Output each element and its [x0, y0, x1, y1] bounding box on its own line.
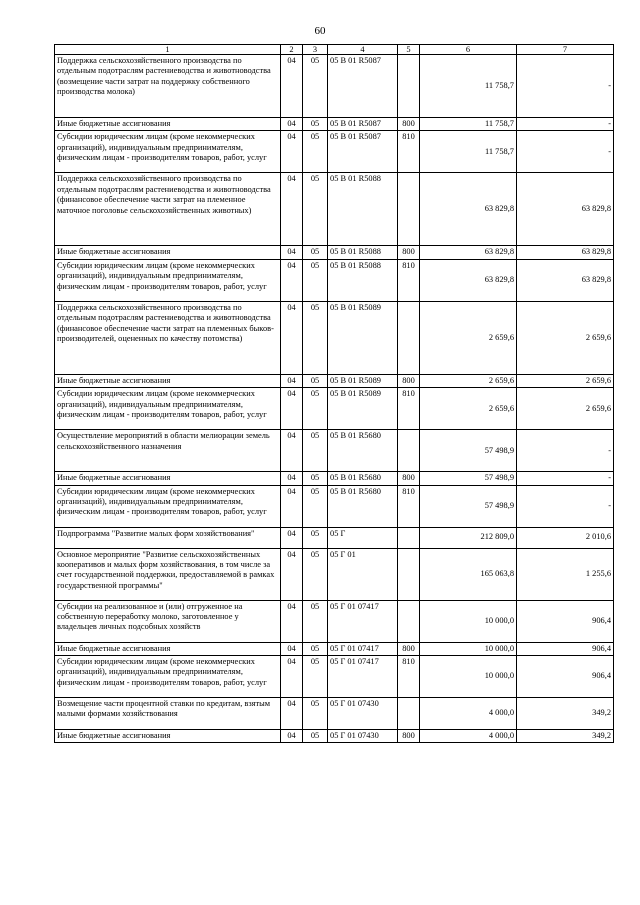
cell-c3: 05	[303, 246, 328, 259]
cell-name: Иные бюджетные ассигнования	[55, 246, 281, 259]
cell-name: Поддержка сельскохозяйственного производства по отдельным подотраслям растениеводства и животноводства (финансовое обеспечение части затрат на племенное маточное поголовье сельскохозяйственных животных)	[55, 173, 281, 246]
cell-name: Поддержка сельскохозяйственного производства по отдельным подотраслям растениеводства и животноводства (финансовое обеспечение части затрат на племенных быков-производителей, оцененных по качеству потомства)	[55, 301, 281, 374]
cell-c6: 4 000,0	[420, 698, 517, 730]
cell-c3: 05	[303, 656, 328, 698]
cell-c4: 05 Г 01 07417	[328, 642, 398, 655]
cell-c2: 04	[281, 698, 303, 730]
cell-c6: 2 659,6	[420, 301, 517, 374]
cell-c4: 05 Г 01 07430	[328, 730, 398, 743]
cell-name: Подпрограмма "Развитие малых форм хозяйствования"	[55, 527, 281, 548]
cell-c7: 906,4	[517, 642, 614, 655]
cell-c2: 04	[281, 730, 303, 743]
cell-c2: 04	[281, 374, 303, 387]
table-row	[55, 656, 614, 698]
cell-c5	[398, 55, 420, 118]
cell-c4: 05 В 01 R5680	[328, 430, 398, 472]
cell-c2: 04	[281, 118, 303, 131]
cell-c3: 05	[303, 374, 328, 387]
cell-c2: 04	[281, 259, 303, 301]
table-row	[55, 374, 614, 387]
cell-c6: 57 498,9	[420, 472, 517, 485]
cell-c3: 05	[303, 730, 328, 743]
cell-c4: 05 В 01 R5087	[328, 118, 398, 131]
cell-c7: 349,2	[517, 730, 614, 743]
cell-c4: 05 Г 01	[328, 548, 398, 600]
cell-c2: 04	[281, 55, 303, 118]
cell-c3: 05	[303, 698, 328, 730]
cell-c4: 05 Г 01 07430	[328, 698, 398, 730]
cell-c5	[398, 527, 420, 548]
table-row	[55, 730, 614, 743]
cell-c2: 04	[281, 430, 303, 472]
page-number: 60	[314, 25, 326, 37]
header-cell: 1	[55, 45, 281, 55]
cell-c4: 05 В 01 R5087	[328, 131, 398, 173]
cell-c2: 04	[281, 485, 303, 527]
cell-c2: 04	[281, 301, 303, 374]
cell-c6: 63 829,8	[420, 173, 517, 246]
cell-name: Возмещение части процентной ставки по кредитам, взятым малыми формами хозяйствования	[55, 698, 281, 730]
cell-c6: 2 659,6	[420, 374, 517, 387]
table-row	[55, 55, 614, 118]
cell-c7: 63 829,8	[517, 259, 614, 301]
cell-name: Субсидии юридическим лицам (кроме некоммерческих организаций), индивидуальным предпринимателям, физическим лицам - производителям товаров, работ, услуг	[55, 131, 281, 173]
cell-c3: 05	[303, 131, 328, 173]
header-cell: 3	[303, 45, 328, 55]
header-cell: 6	[420, 45, 517, 55]
table-row	[55, 485, 614, 527]
table-row	[55, 472, 614, 485]
cell-c4: 05 В 01 R5088	[328, 259, 398, 301]
cell-c3: 05	[303, 548, 328, 600]
cell-c7: 63 829,8	[517, 246, 614, 259]
cell-c7: 2 659,6	[517, 388, 614, 430]
header-cell: 7	[517, 45, 614, 55]
cell-name: Иные бюджетные ассигнования	[55, 374, 281, 387]
cell-c4: 05 Г	[328, 527, 398, 548]
cell-c7: -	[517, 430, 614, 472]
cell-c3: 05	[303, 118, 328, 131]
cell-c3: 05	[303, 388, 328, 430]
cell-name: Основное мероприятие "Развитие сельскохозяйственных кооперативов и малых форм хозяйствования, в том числе за счет государственной поддержки, предоставляемой в рамках государственной программы"	[55, 548, 281, 600]
cell-c6: 63 829,8	[420, 259, 517, 301]
cell-c7: -	[517, 472, 614, 485]
cell-c4: 05 В 01 R5088	[328, 246, 398, 259]
cell-c6: 57 498,9	[420, 430, 517, 472]
cell-c6: 10 000,0	[420, 656, 517, 698]
table-row	[55, 548, 614, 600]
cell-c6: 2 659,6	[420, 388, 517, 430]
cell-c3: 05	[303, 485, 328, 527]
cell-c5: 810	[398, 131, 420, 173]
cell-c3: 05	[303, 527, 328, 548]
cell-name: Иные бюджетные ассигнования	[55, 730, 281, 743]
budget-table	[54, 44, 614, 743]
table-row	[55, 430, 614, 472]
cell-name: Субсидии юридическим лицам (кроме некоммерческих организаций), индивидуальным предпринимателям, физическим лицам - производителям товаров, работ, услуг	[55, 485, 281, 527]
cell-c5: 810	[398, 388, 420, 430]
cell-c6: 11 758,7	[420, 131, 517, 173]
cell-c7: 1 255,6	[517, 548, 614, 600]
cell-c2: 04	[281, 472, 303, 485]
cell-c7: 2 659,6	[517, 301, 614, 374]
cell-c2: 04	[281, 548, 303, 600]
cell-c3: 05	[303, 642, 328, 655]
cell-name: Иные бюджетные ассигнования	[55, 118, 281, 131]
cell-name: Субсидии юридическим лицам (кроме некоммерческих организаций), индивидуальным предпринимателям, физическим лицам - производителям товаров, работ, услуг	[55, 388, 281, 430]
cell-c4: 05 В 01 R5680	[328, 485, 398, 527]
cell-c5	[398, 430, 420, 472]
cell-c5: 810	[398, 656, 420, 698]
cell-name: Субсидии юридическим лицам (кроме некоммерческих организаций), индивидуальным предпринимателям, физическим лицам - производителям товаров, работ, услуг	[55, 656, 281, 698]
cell-c5: 800	[398, 472, 420, 485]
cell-c4: 05 Г 01 07417	[328, 600, 398, 642]
table-row	[55, 173, 614, 246]
cell-c2: 04	[281, 642, 303, 655]
cell-c5: 800	[398, 642, 420, 655]
cell-c5	[398, 548, 420, 600]
table-row	[55, 388, 614, 430]
cell-c2: 04	[281, 600, 303, 642]
cell-c5: 800	[398, 246, 420, 259]
cell-c2: 04	[281, 656, 303, 698]
cell-c6: 212 809,0	[420, 527, 517, 548]
cell-c5	[398, 600, 420, 642]
table-row	[55, 259, 614, 301]
table-row	[55, 131, 614, 173]
cell-c2: 04	[281, 131, 303, 173]
cell-c5: 810	[398, 259, 420, 301]
cell-c5: 800	[398, 730, 420, 743]
cell-name: Иные бюджетные ассигнования	[55, 472, 281, 485]
cell-c7: 906,4	[517, 656, 614, 698]
cell-c5	[398, 301, 420, 374]
cell-c7: 63 829,8	[517, 173, 614, 246]
header-cell: 4	[328, 45, 398, 55]
cell-c4: 05 В 01 R5680	[328, 472, 398, 485]
cell-c7: -	[517, 118, 614, 131]
cell-c3: 05	[303, 259, 328, 301]
table-row	[55, 118, 614, 131]
table-row	[55, 600, 614, 642]
cell-c5: 800	[398, 118, 420, 131]
header-cell: 5	[398, 45, 420, 55]
cell-c4: 05 Г 01 07417	[328, 656, 398, 698]
cell-c6: 11 758,7	[420, 55, 517, 118]
table-row	[55, 642, 614, 655]
cell-c5	[398, 698, 420, 730]
table-row	[55, 698, 614, 730]
cell-c6: 57 498,9	[420, 485, 517, 527]
cell-c4: 05 В 01 R5088	[328, 173, 398, 246]
cell-c3: 05	[303, 430, 328, 472]
cell-c3: 05	[303, 55, 328, 118]
cell-c3: 05	[303, 301, 328, 374]
table-row	[55, 301, 614, 374]
cell-c7: 906,4	[517, 600, 614, 642]
cell-name: Иные бюджетные ассигнования	[55, 642, 281, 655]
cell-c5	[398, 173, 420, 246]
cell-c4: 05 В 01 R5087	[328, 55, 398, 118]
cell-c3: 05	[303, 472, 328, 485]
cell-name: Субсидии на реализованное и (или) отгруженное на собственную переработку молоко, заготовленное у владельцев личных подсобных хозяйств	[55, 600, 281, 642]
header-row	[55, 45, 614, 55]
cell-c4: 05 В 01 R5089	[328, 374, 398, 387]
cell-c2: 04	[281, 527, 303, 548]
cell-c6: 63 829,8	[420, 246, 517, 259]
cell-c4: 05 В 01 R5089	[328, 301, 398, 374]
cell-c5: 800	[398, 374, 420, 387]
cell-c2: 04	[281, 246, 303, 259]
cell-name: Поддержка сельскохозяйственного производства по отдельным подотраслям растениеводства и животноводства (возмещение части затрат на поддержку собственного производства молока)	[55, 55, 281, 118]
cell-name: Субсидии юридическим лицам (кроме некоммерческих организаций), индивидуальным предпринимателям, физическим лицам - производителям товаров, работ, услуг	[55, 259, 281, 301]
cell-c6: 10 000,0	[420, 600, 517, 642]
cell-c7: -	[517, 131, 614, 173]
cell-c7: 2 659,6	[517, 374, 614, 387]
cell-c6: 11 758,7	[420, 118, 517, 131]
cell-c5: 810	[398, 485, 420, 527]
cell-c2: 04	[281, 173, 303, 246]
cell-c6: 10 000,0	[420, 642, 517, 655]
cell-c3: 05	[303, 600, 328, 642]
cell-name: Осуществление мероприятий в области мелиорации земель сельскохозяйственного назначения	[55, 430, 281, 472]
cell-c6: 165 063,8	[420, 548, 517, 600]
cell-c2: 04	[281, 388, 303, 430]
cell-c3: 05	[303, 173, 328, 246]
cell-c7: -	[517, 485, 614, 527]
cell-c7: 2 010,6	[517, 527, 614, 548]
cell-c4: 05 В 01 R5089	[328, 388, 398, 430]
cell-c7: 349,2	[517, 698, 614, 730]
cell-c6: 4 000,0	[420, 730, 517, 743]
cell-c7: -	[517, 55, 614, 118]
table-row	[55, 527, 614, 548]
table-row	[55, 246, 614, 259]
header-cell: 2	[281, 45, 303, 55]
